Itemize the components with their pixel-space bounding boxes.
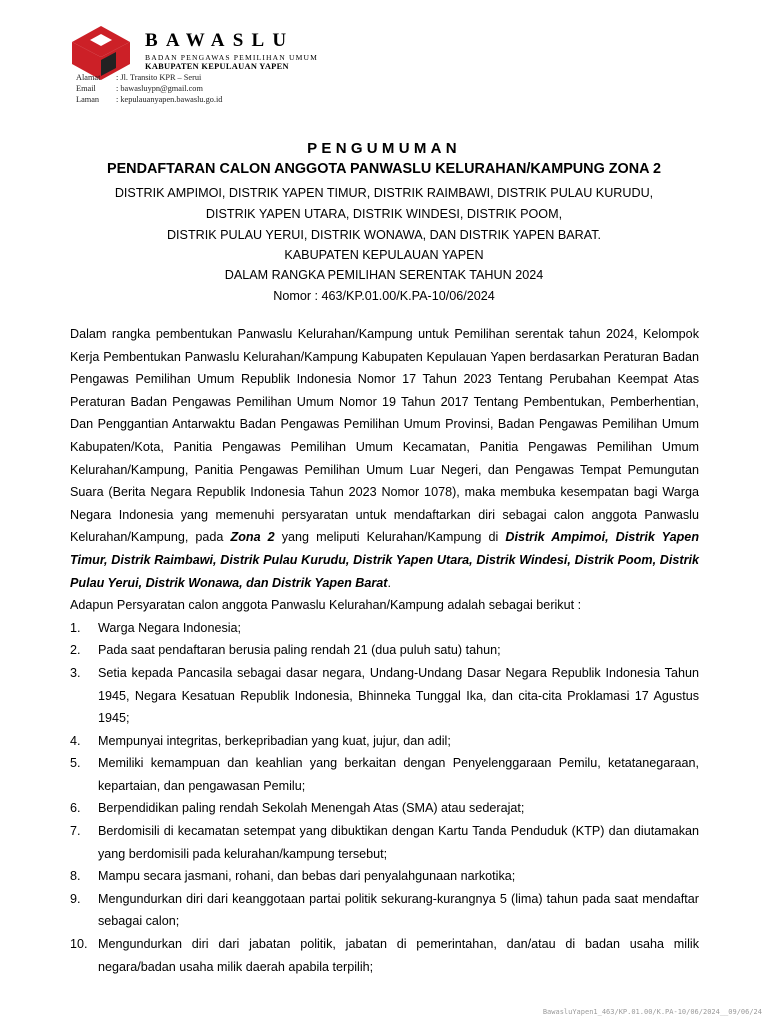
list-item <box>70 752 699 797</box>
list-number: 9. <box>70 891 81 906</box>
contact-label: Laman <box>76 94 100 104</box>
list-text: Mengundurkan diri dari keanggotaan partai politik sekurang-kurangnya 5 (lima) tahun pada saat mendaftar sebagai calon; <box>98 891 699 929</box>
contact-label: Alamat <box>76 73 101 82</box>
requirements-intro: Adapun Persyaratan calon anggota Panwaslu Kelurahan/Kampung adalah sebagai berikut : <box>70 598 582 613</box>
document-number: Nomor : 463/KP.01.00/K.PA-10/06/2024 <box>273 289 495 303</box>
list-item <box>70 888 699 933</box>
list-number: 10. <box>70 937 88 952</box>
intro-end-text: . <box>387 575 392 590</box>
list-number: 5. <box>70 756 81 771</box>
list-text: Memiliki kemampuan dan keahlian yang berkaitan dengan Penyelenggaraan Pemilu, ketatanegaraan, kepartaian, dan pengawasan Pemilu; <box>98 756 699 793</box>
list-number: 7. <box>70 824 81 839</box>
list-number: 4. <box>70 733 81 748</box>
zone-label: Zona 2 <box>230 530 275 545</box>
intro-paragraph <box>70 323 699 594</box>
intro-text: Dalam rangka pembentukan Panwaslu Kelurahan/Kampung untuk Pemilihan serentak tahun 2024, Kelompok Kerja Pembentukan Panwaslu Kelurahan/Kampung Kabupaten Kepulauan Yapen berdasarkan Peraturan Badan Pengawas Pemilihan Umum Republik Indonesia Nomor 17 Tahun 2023 Tentang Perubahan Keempat Atas Peraturan Badan Pengawas Pemilihan Umum Nomor 19 Tahun 2017 Tentang Pembentukan, Pemberhentian, Dan Penggantian Antarwaktu Badan Pengawas Pemilihan Umum Provinsi, Badan Pengawas Pemilihan Umum Kabupaten/Kota, Panitia Pengawas Pemilihan Umum Kecamatan, Panitia Pengawas Pemilihan Umum Kelurahan/Kampung, Panitia Pengawas Pemilihan Umum Luar Negeri, dan Pengawas Tempat Pemungutan Suara (Berita Negara Republik Indonesia Tahun 2023 Nomor 1078), maka membuka kesempatan bagi Warga Negara Indonesia yang memenuhi persyaratan untuk mendaftarkan diri sebagai calon anggota Panwaslu Kelurahan/Kampung, pada <box>70 327 699 545</box>
list-number: 6. <box>70 801 81 816</box>
list-text: Mempunyai integritas, berkepribadian yang kuat, jujur, dan adil; <box>98 733 451 748</box>
list-text: Berpendidikan paling rendah Sekolah Menengah Atas (SMA) atau sederajat; <box>98 801 525 816</box>
list-item <box>70 820 699 865</box>
heading-line: KABUPATEN KEPULAUAN YAPEN <box>284 248 484 262</box>
footer-reference: BawasluYapen1_463/KP.01.00/K.PA-10/06/2024__09/06/24 <box>542 1008 762 1016</box>
heading-line: DALAM RANGKA PEMILIHAN SERENTAK TAHUN 2024 <box>224 268 544 282</box>
contact-value: : bawasluypn@gmail.com <box>116 83 203 93</box>
announcement-title: PENGUMUMAN <box>307 140 461 157</box>
announcement-body <box>70 323 699 978</box>
brand-name: BAWASLU <box>145 30 295 51</box>
contact-address <box>76 73 222 84</box>
contact-label: Email <box>76 83 96 93</box>
contact-email <box>76 84 222 95</box>
heading-line: DISTRIK AMPIMOI, DISTRIK YAPEN TIMUR, DISTRIK RAIMBAWI, DISTRIK PULAU KURUDU, <box>114 186 654 200</box>
contact-website <box>76 95 222 106</box>
requirements-list <box>70 617 699 979</box>
list-item <box>70 797 699 820</box>
heading-line: DISTRIK PULAU YERUI, DISTRIK WONAWA, DAN DISTRIK YAPEN BARAT. <box>166 228 602 242</box>
list-text: Warga Negara Indonesia; <box>98 620 242 635</box>
agency-name: BADAN PENGAWAS PEMILIHAN UMUM <box>145 53 319 62</box>
list-number: 2. <box>70 643 81 658</box>
list-text: Pada saat pendaftaran berusia paling rendah 21 (dua puluh satu) tahun; <box>98 643 501 658</box>
list-number: 3. <box>70 665 81 680</box>
list-item <box>70 662 699 730</box>
list-item <box>70 617 699 640</box>
contact-value: : kepulauanyapen.bawaslu.go.id <box>116 94 223 104</box>
intro-mid-text: yang meliputi Kelurahan/Kampung di <box>274 530 506 545</box>
list-text: Mampu secara jasmani, rohani, dan bebas dari penyalahgunaan narkotika; <box>98 869 516 884</box>
regency-name: KABUPATEN KEPULAUAN YAPEN <box>145 62 289 71</box>
list-item <box>70 639 699 662</box>
list-text: Mengundurkan diri dari jabatan politik, jabatan di pemerintahan, dan/atau di badan usaha milik negara/badan usaha milik daerah apabila terpilih; <box>98 937 699 974</box>
heading-line: DISTRIK YAPEN UTARA, DISTRIK WINDESI, DISTRIK POOM, <box>205 207 563 221</box>
list-text: Berdomisili di kecamatan setempat yang dibuktikan dengan Kartu Tanda Penduduk (KTP) dan diutamakan yang berdomisili pada kelurahan/kampung tersebut; <box>98 824 699 861</box>
list-text: Setia kepada Pancasila sebagai dasar negara, Undang-Undang Dasar Negara Republik Indonesia Tahun 1945, Negara Kesatuan Republik Indonesia, Bhinneka Tunggal Ika, dan cita-cita Proklamasi 17 Agustus 1945; <box>98 665 699 726</box>
list-number: 1. <box>70 620 81 635</box>
announcement-subtitle: PENDAFTARAN CALON ANGGOTA PANWASLU KELURAHAN/KAMPUNG ZONA 2 <box>106 161 661 177</box>
list-number: 8. <box>70 869 81 884</box>
contact-block <box>76 73 222 105</box>
list-item <box>70 933 699 978</box>
list-item <box>70 730 699 753</box>
district-list: Distrik Ampimoi, Distrik Yapen Timur, Distrik Raimbawi, Distrik Pulau Kurudu, Distrik Yapen Utara, Distrik Windesi, Distrik Poom, Distrik Pulau Yerui, Distrik Wonawa, dan Distrik Yapen Barat <box>70 530 700 590</box>
list-item <box>70 865 699 888</box>
contact-value: : Jl. Transito KPR – Serui <box>116 73 202 82</box>
